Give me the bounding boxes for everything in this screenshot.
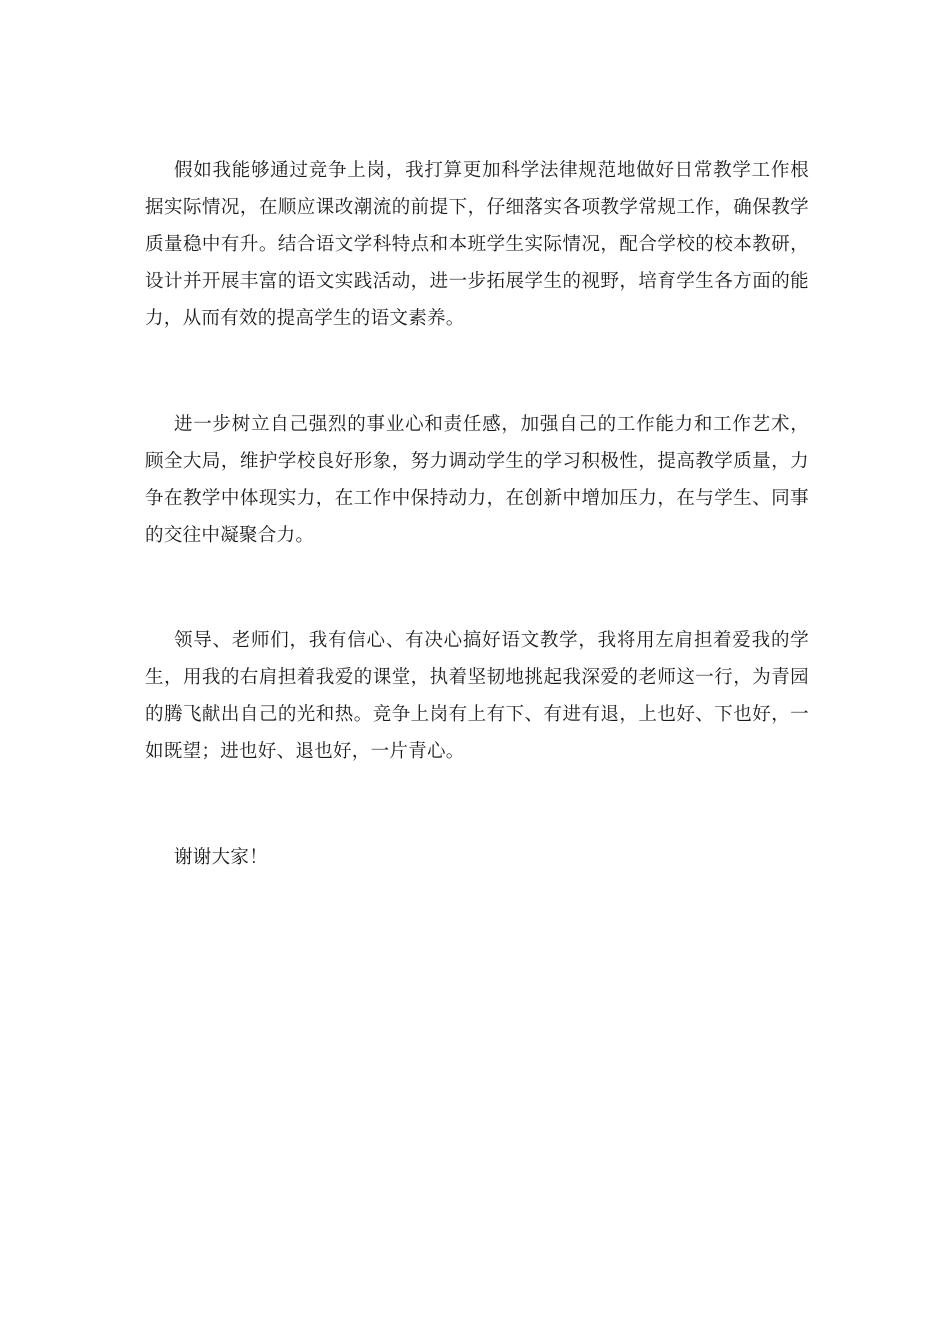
paragraph-commitment: 进一步树立自己强烈的事业心和责任感，加强自己的工作能力和工作艺术，顾全大局，维护学校良好形象，努力调动学生的学习积极性，提高教学质量，力争在教学中体现实力，在工作中保持动力，在创新中增加压力，在与学生、同事的交往中凝聚合力。: [145, 414, 809, 546]
paragraph-resolve: 领导、老师们，我有信心、有决心搞好语文教学，我将用左肩担着爱我的学生，用我的右肩担着我爱的课堂，执着坚韧地挑起我深爱的老师这一行，为青园的腾飞献出自己的光和热。竞争上岗有上有下、有进有退，上也好、下也好，一如既望；进也好、退也好，一片青心。: [145, 630, 809, 762]
paragraph-plan: 假如我能够通过竞争上岗，我打算更加科学法律规范地做好日常教学工作根据实际情况，在顺应课改潮流的前提下，仔细落实各项教学常规工作，确保教学质量稳中有升。结合语文学科特点和本班学生实际情况，配合学校的校本教研，设计并开展丰富的语文实践活动，进一步拓展学生的视野，培育学生各方面的能力，从而有效的提高学生的语文素养。: [145, 160, 809, 329]
paragraph-thanks: 谢谢大家！: [174, 847, 269, 868]
